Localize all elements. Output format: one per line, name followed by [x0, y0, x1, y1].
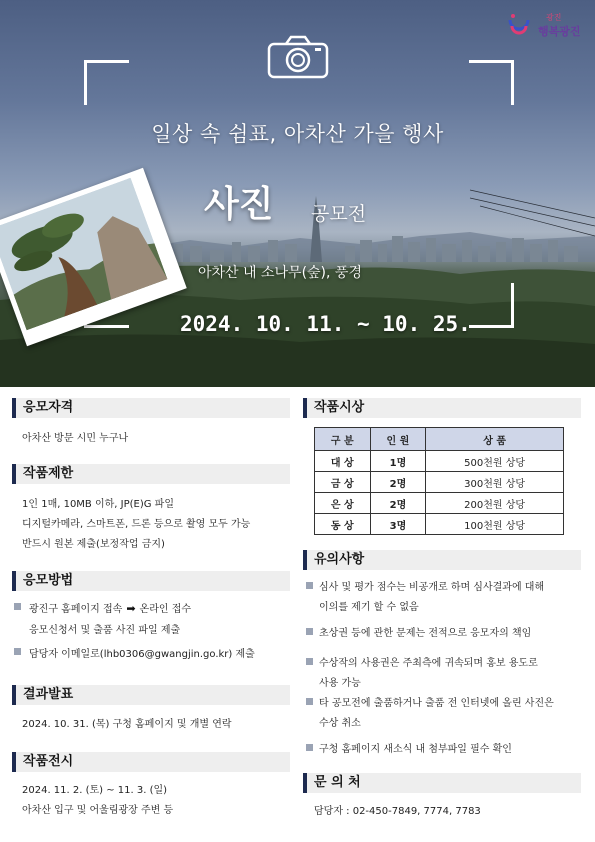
bullet-square [14, 603, 21, 610]
award-prize: 300천원 상당 [426, 472, 564, 493]
limits-header: 작품제한 [12, 464, 290, 484]
note-3-line2: 사용 가능 [319, 678, 361, 689]
method-item-2: 담당자 이메일로(lhb0306@gwangjin.go.kr) 제출 [29, 649, 255, 660]
award-count: 2명 [370, 472, 426, 493]
bullet-square [306, 582, 313, 589]
contest-period: 2024. 10. 11. ~ 10. 25. [180, 312, 471, 336]
contest-title: 사진 [204, 184, 274, 225]
note-1-line1: 심사 및 평가 점수는 비공개로 하며 심사결과에 대해 [319, 582, 545, 593]
frame-corner-top-left [84, 60, 129, 105]
award-count: 2명 [370, 493, 426, 514]
results-text: 2024. 10. 31. (목) 구청 홈페이지 및 개별 연락 [22, 719, 232, 730]
awards-table [314, 427, 564, 535]
award-count: 1명 [370, 451, 426, 472]
award-rank: 은 상 [315, 493, 371, 514]
method-item-1-part1: 광진구 홈페이지 접속 [29, 604, 123, 615]
limits-text-2: 디지털카메라, 스마트폰, 드론 등으로 촬영 모두 가능 [22, 519, 251, 530]
bullet-square [14, 648, 21, 655]
bullet-square [306, 628, 313, 635]
results-header: 결과발표 [12, 685, 290, 705]
award-rank: 대 상 [315, 451, 371, 472]
frame-corner-top-right [469, 60, 514, 105]
method-header: 응모방법 [12, 571, 290, 591]
table-row [315, 514, 564, 535]
contest-theme: 아차산 내 소나무(숲), 풍경 [198, 265, 362, 281]
note-3-line1: 수상작의 사용권은 주최측에 귀속되며 홍보 용도로 [319, 658, 538, 669]
table-row [315, 493, 564, 514]
eligibility-text: 아차산 방문 시민 누구나 [22, 433, 129, 444]
exhibit-date: 2024. 11. 2. (토) ~ 11. 3. (일) [22, 785, 168, 796]
camera-icon [266, 34, 330, 80]
logo-mark-icon [506, 12, 532, 38]
method-item-1-part2: 온라인 접수 [139, 604, 192, 615]
award-count: 3명 [370, 514, 426, 535]
table-row [315, 451, 564, 472]
hero-banner [0, 0, 595, 387]
notes-header: 유의사항 [303, 550, 581, 570]
note-4-line2: 수상 취소 [319, 718, 361, 729]
table-header-cell: 인 원 [370, 428, 426, 451]
awards-header: 작품시상 [303, 398, 581, 418]
bullet-square [306, 658, 313, 665]
note-5-line1: 구청 홈페이지 새소식 내 첨부파일 필수 확인 [319, 744, 512, 755]
method-item-1-line2: 응모신청서 및 출품 사진 파일 제출 [29, 625, 181, 636]
logo-main-text: 행복광진 [538, 25, 581, 38]
award-prize: 100천원 상당 [426, 514, 564, 535]
bullet-square [306, 698, 313, 705]
method-item-1 [29, 600, 191, 615]
eligibility-header: 응모자격 [12, 398, 290, 418]
arrow-right-icon: ➡ [126, 602, 136, 615]
table-header-cell: 상 품 [426, 428, 564, 451]
exhibit-header: 작품전시 [12, 752, 290, 772]
note-4-line1: 타 공모전에 출품하거나 출품 전 인터넷에 올린 사진은 [319, 698, 554, 709]
limits-text-1: 1인 1매, 10MB 이하, JP(E)G 파일 [22, 499, 174, 510]
logo-small-text: 광진 [546, 13, 562, 22]
bullet-square [306, 744, 313, 751]
table-header-cell: 구 분 [315, 428, 371, 451]
frame-corner-bottom-right [469, 283, 514, 328]
award-prize: 200천원 상당 [426, 493, 564, 514]
table-header-row [315, 428, 564, 451]
award-rank: 금 상 [315, 472, 371, 493]
table-row [315, 472, 564, 493]
note-2-line1: 초상권 등에 관한 문제는 전적으로 응모자의 책임 [319, 628, 532, 639]
contact-text: 담당자 : 02-450-7849, 7774, 7783 [314, 806, 481, 817]
award-prize: 500천원 상당 [426, 451, 564, 472]
contest-subtitle: 공모전 [311, 203, 367, 225]
contact-header: 문 의 처 [303, 773, 581, 793]
award-rank: 동 상 [315, 514, 371, 535]
exhibit-location: 아차산 입구 및 어울림광장 주변 등 [22, 805, 174, 816]
note-1-line2: 이의를 제기 할 수 없음 [319, 602, 419, 613]
event-headline: 일상 속 쉼표, 아차산 가을 행사 [151, 122, 444, 146]
district-logo [506, 8, 586, 40]
limits-text-3: 반드시 원본 제출(보정작업 금지) [22, 539, 165, 550]
